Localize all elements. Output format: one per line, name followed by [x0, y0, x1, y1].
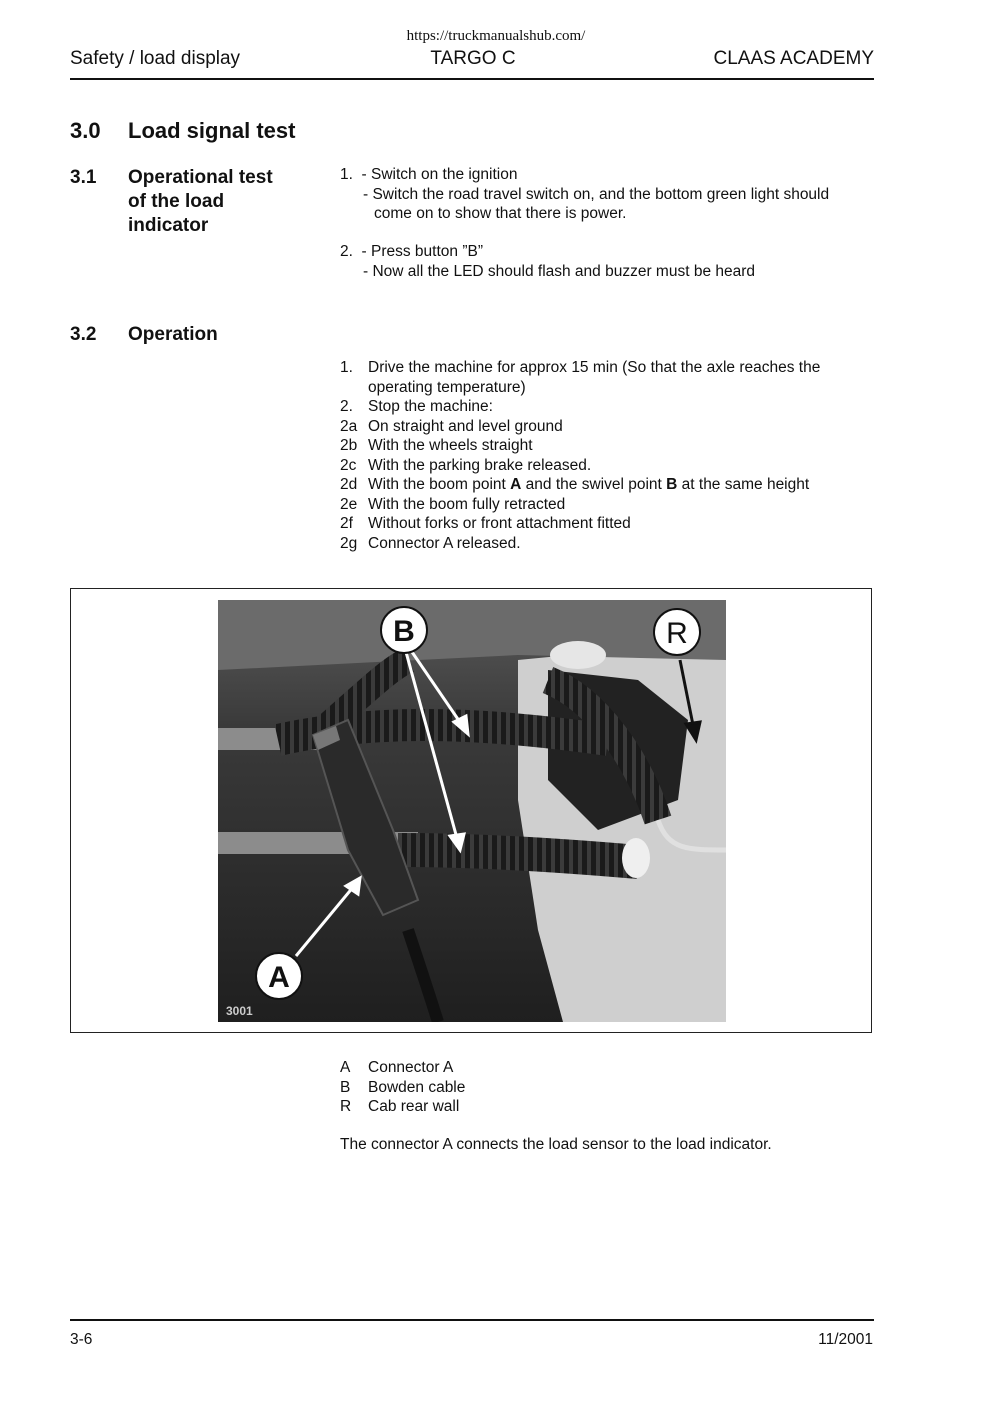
step-line: come on to show that there is power. [374, 205, 627, 222]
list-num: 2c [340, 456, 357, 474]
list-text: Connector A released. [368, 534, 521, 552]
list-num: 2a [340, 417, 358, 435]
footer-rule [70, 1319, 874, 1321]
list-text: On straight and level ground [368, 417, 563, 435]
list-text: and the swivel point [521, 476, 667, 493]
step-2-block [340, 242, 880, 281]
list-text: Stop the machine: [368, 398, 493, 415]
tape-shape [622, 838, 650, 878]
legend-text: Bowden cable [368, 1078, 466, 1096]
white-cap-shape [550, 641, 606, 669]
source-url[interactable]: https://truckmanualshub.com/ [406, 28, 586, 44]
legend-text: Connector A [368, 1059, 454, 1076]
list-text: With the boom point [368, 476, 511, 493]
legend-key: A [340, 1059, 351, 1076]
legend-text: Cab rear wall [368, 1098, 460, 1115]
bold-point-a: A [510, 476, 522, 493]
callout-r: R [666, 617, 688, 650]
list-text: operating temperature) [368, 378, 526, 396]
header-right: CLAAS ACADEMY [713, 48, 874, 69]
section-title-line: of the load [128, 191, 225, 212]
section-number-3-1: 3.1 [70, 167, 97, 188]
list-item [340, 436, 880, 456]
list-text: With the wheels straight [368, 437, 533, 454]
legend-key: B [340, 1078, 351, 1096]
step-line: - Switch the road travel switch on, and the bottom green light should [363, 185, 830, 203]
note-text: The connector A connects the load sensor to the load indicator. [340, 1136, 772, 1153]
list-num: 2f [340, 515, 353, 532]
legend-item [340, 1097, 880, 1117]
photo-illustration [218, 600, 726, 1022]
header-left: Safety / load display [70, 48, 241, 69]
list-item [340, 417, 880, 437]
footer-date: 11/2001 [818, 1331, 873, 1348]
list-num: 2b [340, 437, 358, 454]
list-item [340, 358, 880, 378]
list-num: 1. [340, 359, 353, 376]
step-line: 2. - Press button ”B” [340, 243, 483, 260]
list-text: Without forks or front attachment fitted [368, 515, 631, 532]
bowden-cable-lower [398, 850, 638, 862]
list-item [340, 378, 880, 398]
legend-item [340, 1078, 880, 1098]
operation-list [340, 358, 880, 553]
legend-item [340, 1058, 880, 1078]
list-item [340, 534, 880, 554]
section-title-line: Operational test [128, 167, 273, 188]
callout-a: A [268, 961, 290, 994]
list-item [340, 514, 880, 534]
list-text: With the parking brake released. [368, 456, 592, 474]
list-item [340, 456, 880, 476]
step-line: - Now all the LED should flash and buzzer must be heard [363, 262, 756, 280]
step-1-block [340, 165, 880, 224]
list-num: 2g [340, 534, 358, 552]
list-num: 2e [340, 495, 358, 513]
step-line: 1. - Switch on the ignition [340, 166, 518, 183]
bold-point-b: B [666, 476, 678, 493]
section-title-line: indicator [128, 215, 209, 236]
photo-number: 3001 [226, 1004, 253, 1018]
header-rule [70, 78, 874, 80]
header-center: TARGO C [430, 48, 516, 69]
list-num: 2d [340, 476, 358, 493]
list-item [340, 495, 880, 515]
list-item [340, 397, 880, 417]
callout-b: B [393, 615, 415, 648]
list-text: With the boom fully retracted [368, 495, 566, 513]
list-item-2d [340, 475, 880, 495]
legend-key: R [340, 1098, 352, 1115]
section-number-3-2: 3.2 [70, 324, 97, 345]
section-number-3-0: 3.0 [70, 118, 101, 143]
connector-photo [218, 600, 726, 1022]
section-title-3-1 [128, 166, 273, 238]
section-title-3-0: Load signal test [128, 118, 296, 143]
list-text: at the same height [677, 476, 810, 493]
page-number: 3-6 [70, 1331, 93, 1348]
list-text: Drive the machine for approx 15 min (So that the axle reaches the [368, 359, 821, 376]
section-title-3-2: Operation [128, 324, 218, 345]
figure-legend [340, 1058, 880, 1117]
list-num: 2. [340, 398, 353, 415]
